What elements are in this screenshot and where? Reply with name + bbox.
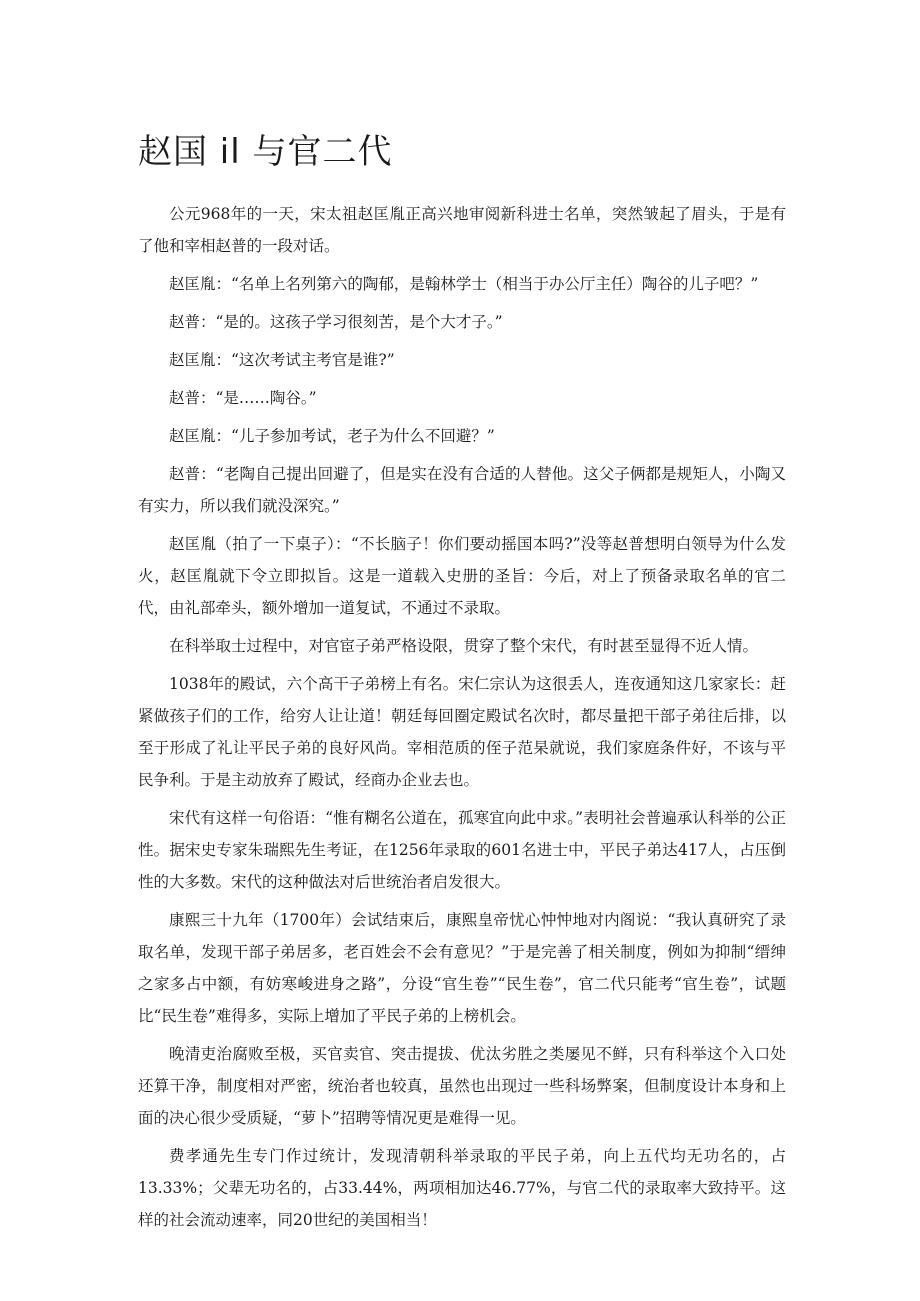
paragraph-8: 赵匡胤（拍了一下桌子）：“不长脑子！你们要动摇国本吗?”没等赵普想明白领导为什么发火，赵匡胤就下令立即拟旨。这是一道载入史册的圣旨：今后，对上了预备录取名单的官二代，由礼部牵头，额外增加一道复试，不通过不录取。: [138, 535, 786, 617]
paragraph-6: 赵匡胤：“儿子参加考试，老子为什么不回避？”: [169, 427, 495, 445]
paragraph-9: 在科举取士过程中，对官宦子弟严格设限，贯穿了整个宋代，有时甚至显得不近人情。: [169, 637, 759, 655]
paragraph-1: 公元968年的一天，宋太祖赵匡胤正高兴地审阅新科进士名单，突然皱起了眉头，于是有了他和宰相赵普的一段对话。: [138, 205, 786, 255]
document-title: 赵国 il 与官二代: [138, 132, 393, 172]
paragraph-2: 赵匡胤：“名单上名列第六的陶郁，是翰林学士（相当于办公厅主任）陶谷的儿子吧？”: [169, 275, 759, 293]
paragraph-7: 赵普：“老陶自己提出回避了，但是实在没有合适的人替他。这父子俩都是规矩人，小陶又有实力，所以我们就没深究。”: [138, 465, 786, 515]
document-body: [138, 198, 786, 1236]
paragraph-12: 康熙三十九年（1700年）会试结束后，康熙皇帝忧心忡忡地对内阁说：“我认真研究了录取名单，发现干部子弟居多，老百姓会不会有意见？”于是完善了相关制度，例如为抑制“缙绅之家多占中额，有妨寒峻进身之路”，分设“官生卷”“民生卷”，官二代只能考“官生卷”，试题比“民生卷”难得多，实际上增加了平民子弟的上榜机会。: [138, 911, 786, 1025]
paragraph-14: 费孝通先生专门作过统计，发现清朝科举录取的平民子弟，向上五代均无功名的，占13.33%；父辈无功名的，占33.44%，两项相加达46.77%，与官二代的录取率大致持平。这样的社会流动速率，同20世纪的美国相当！: [138, 1147, 786, 1229]
paragraph-5: 赵普：“是……陶谷。”: [169, 389, 317, 407]
paragraph-3: 赵普：“是的。这孩子学习很刻苦，是个大才子。”: [169, 313, 503, 331]
paragraph-4: 赵匡胤：“这次考试主考官是谁?”: [169, 351, 395, 369]
document-page: [138, 128, 786, 1242]
paragraph-10: 1038年的殿试，六个高干子弟榜上有名。宋仁宗认为这很丢人，连夜通知这几家家长：赶紧做孩子们的工作，给穷人让让道！朝廷每回圈定殿试名次时，都尽量把干部子弟往后排，以至于形成了礼让平民子弟的良好风尚。宰相范质的侄子范杲就说，我们家庭条件好，不该与平民争利。于是主动放弃了殿试，经商办企业去也。: [138, 675, 786, 789]
paragraph-11: 宋代有这样一句俗语：“惟有糊名公道在，孤寒宜向此中求。”表明社会普遍承认科举的公正性。据宋史专家朱瑞熙先生考证，在1256年录取的601名进士中，平民子弟达417人，占压倒性的大多数。宋代的这种做法对后世统治者启发很大。: [138, 809, 786, 891]
paragraph-13: 晚清吏治腐败至极，买官卖官、突击提拔、优汰劣胜之类屡见不鲜，只有科举这个入口处还算干净，制度相对严密，统治者也较真，虽然也出现过一些科场弊案，但制度设计本身和上面的决心很少受质疑，“萝卜”招聘等情况更是难得一见。: [138, 1045, 786, 1127]
